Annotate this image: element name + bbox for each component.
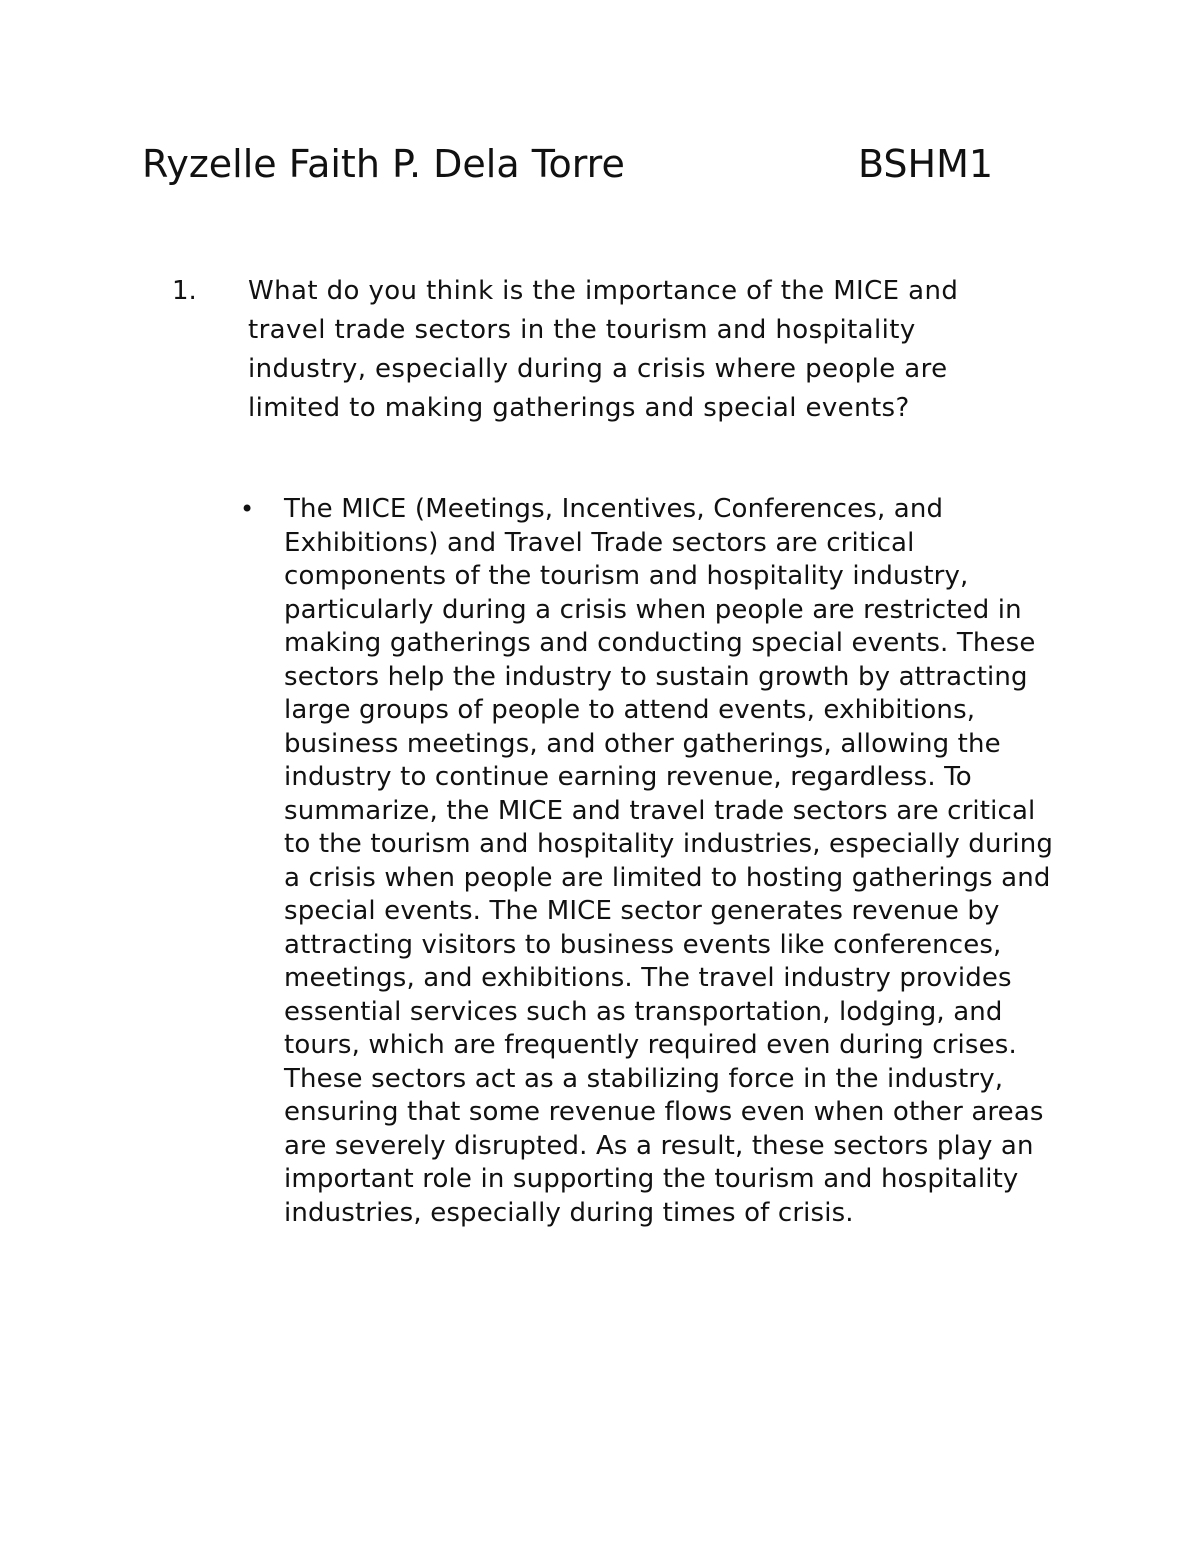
course-code: BSHM1 bbox=[858, 142, 994, 186]
bullet-icon: • bbox=[240, 495, 255, 523]
question-text: What do you think is the importance of the MICE and travel trade sectors in the tourism and hospitality industry, especially during a crisis where people are limited to making gatherings and special events? bbox=[248, 276, 959, 423]
question-number: 1. bbox=[172, 276, 197, 306]
document-header bbox=[142, 140, 1002, 190]
answer-text: The MICE (Meetings, Incentives, Conferences, and Exhibitions) and Travel Trade sectors are critical components of the tourism and hospitality industry, particularly during a crisis when people are restricted in making gatherings and conducting special events. These sectors help the industry to sustain growth by attracting large groups of people to attend events, exhibitions, business meetings, and other gatherings, allowing the industry to continue earning revenue, regardless. To summarize, the MICE and travel trade sectors are critical to the tourism and hospitality industries, especially during a crisis when people are limited to hosting gatherings and special events. The MICE sector generates revenue by attracting visitors to business events like conferences, meetings, and exhibitions. The travel industry provides essential services such as transportation, lodging, and tours, which are frequently required even during crises. These sectors act as a stabilizing force in the industry, ensuring that some revenue flows even when other areas are severely disrupted. As a result, these sectors play an important role in supporting the tourism and hospitality industries, especially during times of crisis. bbox=[284, 494, 1054, 1228]
author-name: Ryzelle Faith P. Dela Torre bbox=[142, 142, 625, 186]
